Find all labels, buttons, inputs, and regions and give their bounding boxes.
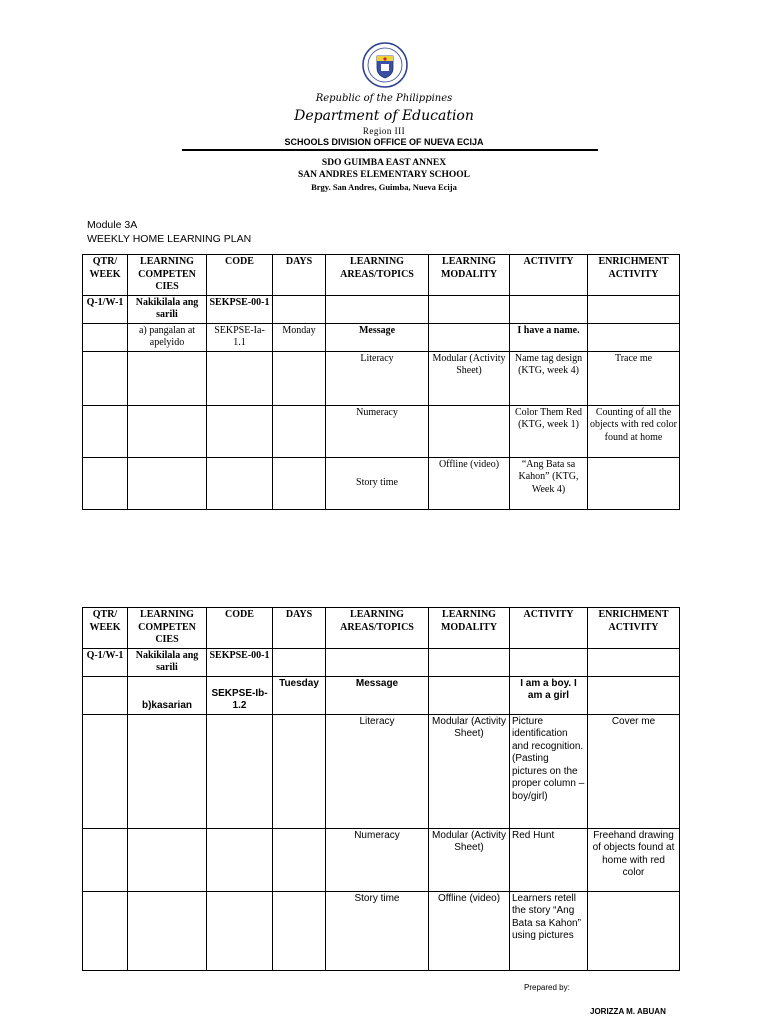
school-name: SAN ANDRES ELEMENTARY SCHOOL <box>297 170 471 180</box>
table-cell <box>207 891 273 970</box>
table-cell: Literacy <box>326 351 429 405</box>
table-cell: I am a boy. I am a girl <box>510 676 588 714</box>
table-cell <box>588 648 680 676</box>
table-header-row <box>83 608 680 649</box>
table-cell <box>83 405 128 457</box>
table-row <box>83 405 680 457</box>
table-cell <box>326 295 429 323</box>
table-cell: Tuesday <box>273 676 326 714</box>
table-cell <box>83 676 128 714</box>
table-cell <box>128 828 207 891</box>
table-cell: Q-1/W-1 <box>83 295 128 323</box>
table-cell <box>207 351 273 405</box>
table-row <box>83 714 680 828</box>
table-cell <box>273 457 326 509</box>
republic-line: Republic of the Philippines <box>315 93 453 104</box>
table-row <box>83 676 680 714</box>
table-cell <box>429 648 510 676</box>
table-cell <box>510 648 588 676</box>
table-cell: Monday <box>273 323 326 351</box>
table-cell <box>588 295 680 323</box>
table-cell: Name tag design (KTG, week 4) <box>510 351 588 405</box>
table-cell: a) pangalan at apelyido <box>128 323 207 351</box>
table-cell <box>83 828 128 891</box>
header-divider <box>182 149 598 151</box>
table-cell <box>588 457 680 509</box>
learning-plan-table-2 <box>82 607 680 971</box>
table-cell <box>83 714 128 828</box>
table-cell <box>128 891 207 970</box>
table-cell <box>273 295 326 323</box>
region-line: Region III <box>362 126 406 136</box>
table-row <box>83 457 680 509</box>
column-header: QTR/ WEEK <box>83 255 128 296</box>
table-cell: SEKPSE-00-1 <box>207 648 273 676</box>
table-cell <box>429 295 510 323</box>
table-cell: Numeracy <box>326 828 429 891</box>
module-block <box>87 218 251 246</box>
table-cell <box>429 405 510 457</box>
table-cell: Modular (Activity Sheet) <box>429 714 510 828</box>
prepared-by-label: Prepared by: <box>524 983 570 992</box>
table-cell: Message <box>326 676 429 714</box>
column-header: CODE <box>207 608 273 649</box>
table-cell: b)kasarian <box>128 676 207 714</box>
table-cell: Red Hunt <box>510 828 588 891</box>
table-cell: Numeracy <box>326 405 429 457</box>
table-row <box>83 648 680 676</box>
column-header: ACTIVITY <box>510 255 588 296</box>
table-cell: Cover me <box>588 714 680 828</box>
table-cell: Picture identification and recognition. (Pasting pictures on the proper column – boy/girl) <box>510 714 588 828</box>
table-cell: Color Them Red (KTG, week 1) <box>510 405 588 457</box>
column-header: ENRICHMENT ACTIVITY <box>588 255 680 296</box>
table-cell: Offline (video) <box>429 891 510 970</box>
table-cell: Offline (video) <box>429 457 510 509</box>
division-line: SCHOOLS DIVISION OFFICE OF NUEVA ECIJA <box>284 137 484 147</box>
table-row <box>83 295 680 323</box>
table-cell: Learners retell the story “Ang Bata sa Kahon” using pictures <box>510 891 588 970</box>
deped-seal-icon <box>362 42 408 88</box>
department-title: Department of Education <box>294 108 474 124</box>
table-cell: Q-1/W-1 <box>83 648 128 676</box>
table-cell <box>273 828 326 891</box>
column-header: LEARNING AREAS/TOPICS <box>326 608 429 649</box>
table-cell <box>207 828 273 891</box>
table-cell <box>588 323 680 351</box>
table-cell <box>326 648 429 676</box>
table-cell: Trace me <box>588 351 680 405</box>
table-cell <box>510 295 588 323</box>
column-header: DAYS <box>273 255 326 296</box>
table-cell <box>128 351 207 405</box>
table-cell: Literacy <box>326 714 429 828</box>
school-address: Brgy. San Andres, Guimba, Nueva Ecija <box>311 182 457 192</box>
table-cell: “Ang Bata sa Kahon” (KTG, Week 4) <box>510 457 588 509</box>
table-cell: Message <box>326 323 429 351</box>
column-header: ACTIVITY <box>510 608 588 649</box>
table-cell <box>273 405 326 457</box>
table-cell <box>429 323 510 351</box>
table-cell <box>273 714 326 828</box>
table-cell <box>207 714 273 828</box>
column-header: DAYS <box>273 608 326 649</box>
table-row <box>83 323 680 351</box>
table-cell <box>588 676 680 714</box>
table-cell: Nakikilala ang sarili <box>128 295 207 323</box>
table-cell: Freehand drawing of objects found at home with red color <box>588 828 680 891</box>
table-cell <box>273 648 326 676</box>
learning-plan-table-1 <box>82 254 680 510</box>
column-header: CODE <box>207 255 273 296</box>
table-cell <box>128 714 207 828</box>
table-cell <box>83 457 128 509</box>
table-row <box>83 351 680 405</box>
column-header: LEARNING MODALITY <box>429 608 510 649</box>
table-cell: SEKPSE-Ia-1.1 <box>207 323 273 351</box>
table-cell <box>273 351 326 405</box>
table-cell <box>128 405 207 457</box>
table-cell: Modular (Activity Sheet) <box>429 351 510 405</box>
table-header-row <box>83 255 680 296</box>
table-cell: Story time <box>326 891 429 970</box>
table-cell: SEKPSE-Ib-1.2 <box>207 676 273 714</box>
column-header: LEARNING MODALITY <box>429 255 510 296</box>
column-header: LEARNING AREAS/TOPICS <box>326 255 429 296</box>
table-cell: Modular (Activity Sheet) <box>429 828 510 891</box>
plan-title: WEEKLY HOME LEARNING PLAN <box>87 233 252 245</box>
table-cell <box>273 891 326 970</box>
table-cell: SEKPSE-00-1 <box>207 295 273 323</box>
preparer-name: JORIZZA M. ABUAN <box>590 1007 666 1016</box>
table-cell: Story time <box>326 457 429 509</box>
table-cell <box>83 351 128 405</box>
column-header: LEARNING COMPETEN CIES <box>128 255 207 296</box>
table-cell: Counting of all the objects with red color found at home <box>588 405 680 457</box>
table-row <box>83 828 680 891</box>
table-row <box>83 891 680 970</box>
sdo-line: SDO GUIMBA EAST ANNEX <box>321 158 447 168</box>
table-cell <box>83 323 128 351</box>
table-cell: I have a name. <box>510 323 588 351</box>
table-cell <box>588 891 680 970</box>
table-cell <box>429 676 510 714</box>
table-cell <box>128 457 207 509</box>
table-cell <box>207 457 273 509</box>
column-header: ENRICHMENT ACTIVITY <box>588 608 680 649</box>
table-cell <box>207 405 273 457</box>
module-name: Module 3A <box>87 219 138 231</box>
column-header: QTR/ WEEK <box>83 608 128 649</box>
column-header: LEARNING COMPETEN CIES <box>128 608 207 649</box>
table-cell: Nakikilala ang sarili <box>128 648 207 676</box>
table-cell <box>83 891 128 970</box>
